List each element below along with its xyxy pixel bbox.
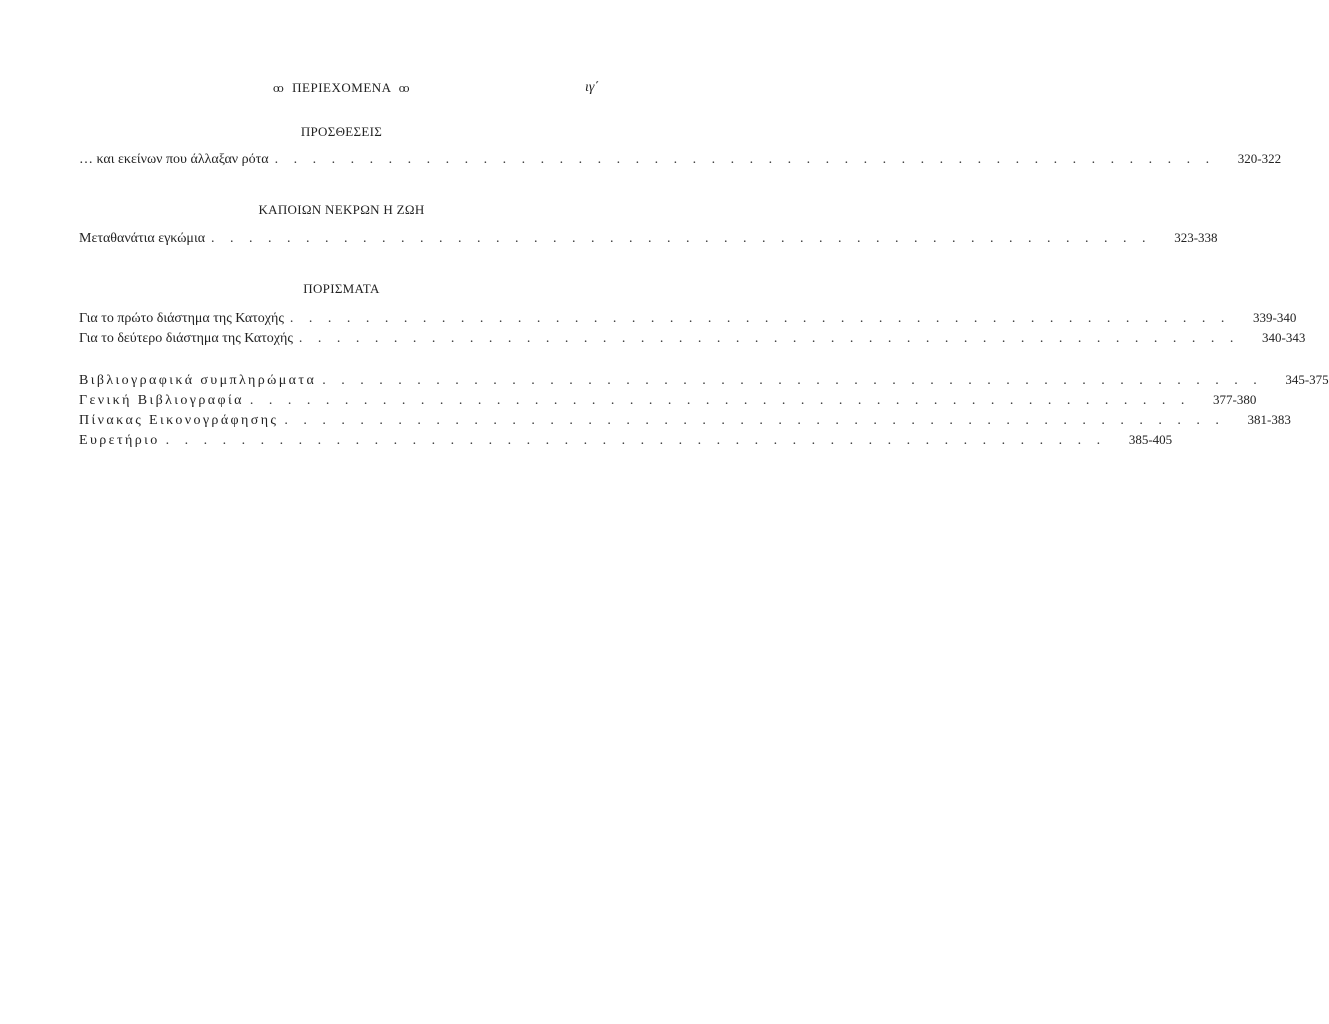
toc-entry-pages: 340-343 bbox=[1262, 330, 1306, 345]
page-number: ιγ΄ bbox=[585, 80, 600, 95]
toc-entry-title: Γενική Βιβλιογραφία bbox=[79, 393, 244, 408]
running-head bbox=[0, 80, 683, 96]
dot-leader: . . . . . . . . . . . . . . . . . . . . . . . . . . . . . . . . . . . . . . . . . . . . . . . . . . bbox=[289, 311, 1231, 326]
dot-leader: . . . . . . . . . . . . . . . . . . . . . . . . . . . . . . . . . . . . . . . . . . . . . . . . . . bbox=[274, 152, 1216, 167]
section-heading-some-dead: ΚΑΠΟΙΩΝ ΝΕΚΡΩΝ Η ΖΩΗ bbox=[258, 202, 425, 217]
toc-entry bbox=[79, 392, 1257, 412]
dot-leader: . . . . . . . . . . . . . . . . . . . . . . . . . . . . . . . . . . . . . . . . . . . . . . . . . . bbox=[165, 433, 1107, 448]
toc-entry bbox=[79, 330, 1306, 350]
toc-entry-title: Βιβλιογραφικά συμπληρώματα bbox=[79, 373, 317, 388]
toc-entry bbox=[79, 372, 1329, 392]
toc-entry-title: Πίνακας Εικονογράφησης bbox=[79, 413, 279, 428]
toc-entry-pages: 381-383 bbox=[1247, 412, 1291, 427]
toc-entry bbox=[79, 432, 1173, 452]
toc-entry-title: Ευρετήριο bbox=[79, 433, 160, 448]
toc-entry bbox=[79, 310, 1297, 330]
toc-entry-pages: 385-405 bbox=[1128, 432, 1173, 447]
toc-entry bbox=[79, 230, 1218, 250]
dot-leader: . . . . . . . . . . . . . . . . . . . . . . . . . . . . . . . . . . . . . . . . . . . . . . . . . . bbox=[298, 331, 1240, 346]
dot-leader: . . . . . . . . . . . . . . . . . . . . . . . . . . . . . . . . . . . . . . . . . . . . . . . . . . bbox=[211, 231, 1152, 246]
toc-entry-pages: 323-338 bbox=[1174, 230, 1218, 245]
dot-leader: . . . . . . . . . . . . . . . . . . . . . . . . . . . . . . . . . . . . . . . . . . . . . . . . . . bbox=[322, 373, 1263, 388]
toc-entry-title: Για το πρώτο διάστημα της Κατοχής bbox=[79, 311, 284, 326]
toc-entry-pages: 339-340 bbox=[1253, 310, 1297, 325]
ornament-left-icon: ꝏ bbox=[272, 83, 285, 95]
toc-entry bbox=[79, 412, 1291, 432]
section-heading-additions: ΠΡΟΣΘΕΣΕΙΣ bbox=[300, 124, 383, 139]
toc-entry-title: … και εκείνων που άλλαξαν ρότα bbox=[79, 152, 269, 167]
dot-leader: . . . . . . . . . . . . . . . . . . . . . . . . . . . . . . . . . . . . . . . . . . . . . . . . . . bbox=[284, 413, 1225, 428]
toc-entry-title: Για το δεύτερο διάστημα της Κατοχής bbox=[79, 331, 293, 346]
toc-entry-pages: 345-375 bbox=[1285, 372, 1329, 387]
section-heading-conclusions: ΠΟΡΙΣΜΑΤΑ bbox=[303, 281, 380, 296]
running-head-title: ΠΕΡΙΕΧΟΜΕΝΑ bbox=[292, 80, 391, 95]
toc-entry bbox=[79, 151, 1282, 171]
toc-entry-pages: 377-380 bbox=[1213, 392, 1257, 407]
ornament-right-icon: ꝏ bbox=[398, 83, 411, 95]
toc-entry-title: Μεταθανάτια εγκώμια bbox=[79, 231, 206, 246]
toc-entry-pages: 320-322 bbox=[1237, 151, 1282, 166]
dot-leader: . . . . . . . . . . . . . . . . . . . . . . . . . . . . . . . . . . . . . . . . . . . . . . . . . . bbox=[249, 393, 1191, 408]
